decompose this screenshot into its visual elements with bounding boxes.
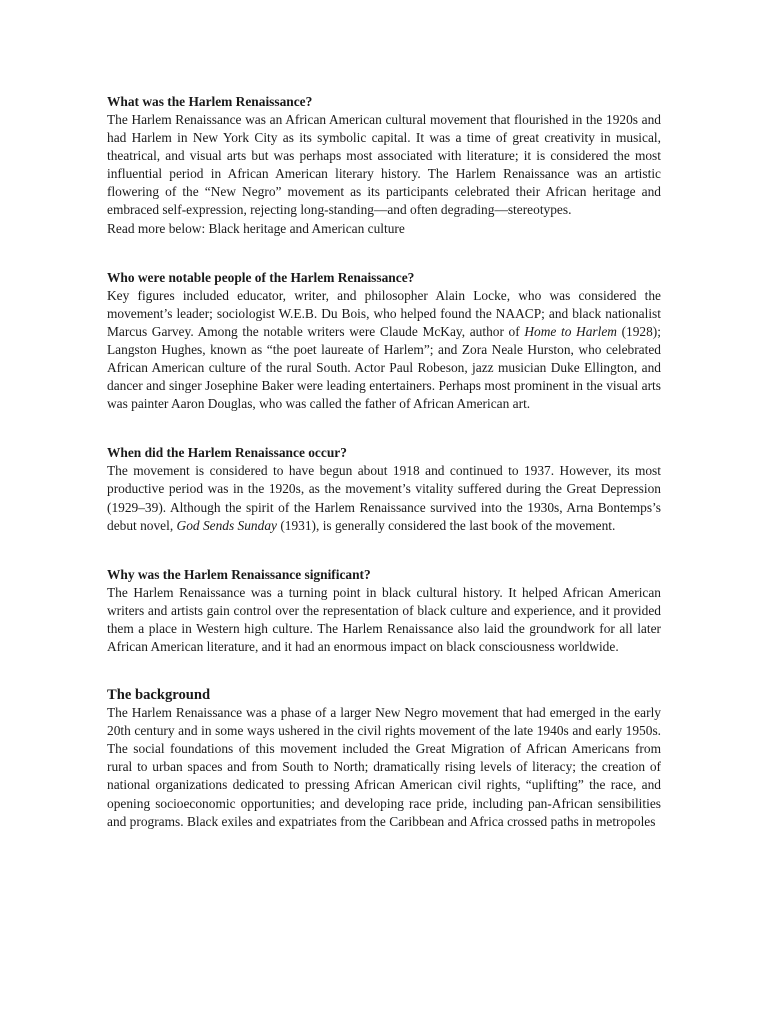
section-paragraph: [107, 287, 661, 414]
section-why: [107, 566, 661, 656]
paragraph-text: (1931), is generally considered the last book of the movement.: [276, 517, 616, 533]
paragraph-text: Key figures included educator, writer, and philosopher Alain Locke, who was considered the movement’s leader; sociologist W.E.B. Du Bois, who helped found the NAACP; and black nationalist Marcus Garvey. Among the notable writers were Claude McKay, author of: [107, 287, 661, 339]
section-paragraph: [107, 462, 661, 534]
section-paragraph: The Harlem Renaissance was a turning point in black cultural history. It helped African American writers and artists gain control over the representation of black culture and experience, and it provided them a place in Western high culture. The Harlem Renaissance also laid the groundwork for all later African American literature, and it had an enormous impact on black consciousness worldwide.: [107, 584, 661, 654]
section-heading: Why was the Harlem Renaissance significant?: [107, 566, 371, 582]
section-paragraph: The Harlem Renaissance was a phase of a larger New Negro movement that had emerged in the early 20th century and in some ways ushered in the civil rights movement of the late 1940s and early 1950s. The social foundations of this movement included the Great Migration of African Americans from rural to urban spaces and from South to North; dramatically rising levels of literacy; the creation of national organizations dedicated to pressing African American civil rights, “uplifting” the race, and opening socioeconomic opportunities; and developing race pride, including pan-African sensibilities and programs. Black exiles and expatriates from the Caribbean and Africa crossed paths in metropoles: [107, 705, 661, 829]
paragraph-text: The movement is considered to have begun about 1918 and continued to 1937. However, its most productive period was in the 1920s, as the movement’s vitality suffered during the Great Depression (1929–39). Although the spirit of the Harlem Renaissance survived into the 1930s, Arna Bontemps’s debut novel,: [107, 463, 661, 533]
book-title: God Sends Sunday: [176, 517, 277, 533]
paragraph-text: (1928); Langston Hughes, known as “the poet laureate of Harlem”; and Zora Neale Hurston, who celebrated African American culture of the rural South. Actor Paul Robeson, jazz musician Duke Ellington, and dancer and singer Josephine Baker were leading entertainers. Perhaps most prominent in the visual arts was painter Aaron Douglas, who was called the father of African American art.: [107, 323, 661, 412]
section-paragraph: The Harlem Renaissance was an African American cultural movement that flourished in the 1920s and had Harlem in New York City as its symbolic capital. It was a time of great creativity in musical, theatrical, and visual arts but was perhaps most associated with literature; it is considered the most influential period in African American literary history. The Harlem Renaissance was an artistic flowering of the “New Negro” movement as its participants celebrated their African heritage and embraced self-expression, rejecting long-standing—and often degrading—stereotypes.: [107, 112, 661, 218]
section-heading: The background: [107, 687, 211, 704]
section-heading: What was the Harlem Renaissance?: [107, 94, 313, 109]
read-more-line: Read more below: Black heritage and American culture: [107, 220, 405, 236]
section-heading: When did the Harlem Renaissance occur?: [107, 445, 347, 461]
section-what: [107, 93, 661, 238]
section-when: [107, 444, 661, 534]
section-background: [107, 686, 661, 831]
document-page: [107, 93, 661, 831]
book-title: Home to Harlem: [524, 323, 617, 339]
section-heading: Who were notable people of the Harlem Renaissance?: [107, 269, 415, 285]
section-who: [107, 269, 661, 414]
